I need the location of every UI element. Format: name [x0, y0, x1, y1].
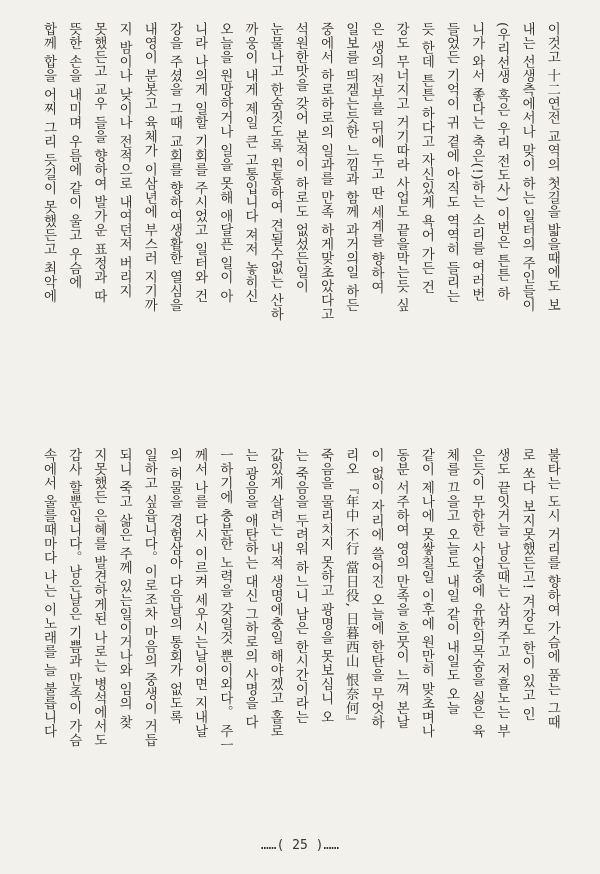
- text-column: 속에서 울를때마다 나는 이노래를 늘 불릅니다: [41, 448, 56, 739]
- text-column: 강을 주셨을 그때 교회를 향하여생활한 열심을: [166, 22, 182, 313]
- text-column: 은듯이 무한한 사업중에 유한의목숨을 싫은 육: [469, 448, 485, 739]
- text-column: 내영이 분봇고 육체가 이삼년에 부스러 지기까: [141, 22, 157, 313]
- text-column: 생도 끝잇거늘 남은때는 삼켜주고 저흘노는 부: [494, 448, 510, 739]
- text-column: 일보를 띄겔는듯한 느낌과 함께 과거의일 하든: [343, 22, 359, 313]
- text-column: 께서 나를 다시 이르켜 세우시는날이면 지내날: [192, 448, 208, 739]
- text-column: 못했든고 교우 들을 향하여 발가운 표정과 따: [91, 22, 107, 304]
- text-column: 동분 서주하여 영의 만족을 흐뭇이 느껴 본날: [393, 448, 409, 730]
- text-column: 니라 나의게 일할 기회를 주시었고 일터와 건: [192, 22, 208, 304]
- text-column: ㅡ하기에 충분한 노력을 갖일것 뿐이외다。 주ㅡ: [217, 448, 233, 753]
- text-column: 의 허물을 경험삼아 다음날의 통회가 없도록: [166, 448, 182, 725]
- text-column: 로 쏘다 보지못했든고! 겨강도 한이 있고 인: [519, 448, 535, 722]
- text-column: 내는 선생측에서나 맞이 하는 일터의 주인들이: [519, 22, 535, 313]
- text-column: (우리선생 혹은 우리 전도사) 이번은 튼튼 하: [494, 22, 510, 301]
- text-column: 중에서 하로하로의 일과를 만족 하게맞초았다고: [318, 22, 334, 322]
- text-column: 는 광음을 애탄하는 대신 그하로의 사명을 다: [242, 448, 258, 730]
- text-column: 죽음을 물리치지 못하고 광명을 못보심니 오: [318, 448, 334, 725]
- text-column: 이것고 十二연전 교역의 첫길을 밟을때에도 보: [544, 22, 560, 313]
- bottom-text-block: [38, 448, 562, 820]
- text-column: 일하고 싶읍니다。이로조차 마음의 중생이 거듭: [141, 448, 157, 748]
- text-column: 지 밤이나 낮이나 전적으로 내여던저 버리지: [116, 22, 132, 299]
- text-column: 은 생의 전부를 뒤에 두고 딴 세계를 향하여: [368, 22, 384, 294]
- text-column: 합께 합을 어찌 그리 듯길이 못했든고 최악에: [41, 22, 56, 304]
- text-column: 오늘을 원망하거나 일을 못해 애달픈 일이 아: [217, 22, 233, 304]
- text-column: 감사 할뿐입니다。남은날은 기쁨과 만족이 가슴: [66, 448, 82, 748]
- text-column: 리오 『年中 不行 當日役, 日暮西山 恨奈何』: [343, 448, 359, 730]
- text-column: 들었든 기억이 귀 곁에 아직도 역역히 들리는: [444, 22, 459, 304]
- text-column: 지못했든 은혜를 발견하게된 나로는 병석에서도: [91, 448, 107, 748]
- text-column: 석원한맛을 갖어 본적이 하로도 없섰든일이: [292, 22, 308, 294]
- text-column: 이 없이 자리에 쓸어진 오늘에 한탄을 무엇하: [368, 448, 384, 730]
- text-column: 뜻한 손을 내미며 우름에 같이 울고 우슴에: [66, 22, 82, 290]
- text-column: 강도 무너지고 거기따라 사업도 끝을막는듯 싶: [393, 22, 409, 313]
- text-column: 값있게 살려는 내적 생명에충일 해야겠고 홀로: [267, 448, 283, 739]
- text-column: 불타는 도시 거리를 향하여 가슴에 품는 그때: [544, 448, 560, 730]
- text-column: 같이 제나에 못쌓칠일 이후에 원만히 맞초며나: [418, 448, 434, 739]
- text-column: 는 죽음을 두려워 하느니 남은 한시간이라는: [292, 448, 308, 725]
- top-text-block: [38, 22, 562, 430]
- text-column: 까웅이 내게 제일 큰 고통입니다 져저 놓히신: [242, 22, 258, 304]
- text-column: 듯 한데 튼튼 하다고 자신있게 욕어 가든 건: [418, 22, 434, 294]
- text-column: 니가 와서 좋다는 축은(!)하는 소리를 여러번: [469, 22, 485, 302]
- text-column: 체를 끄을고 오늘도 내일 같이 내일도 오늘: [444, 448, 459, 716]
- page-number: ……( 25 )……: [260, 838, 340, 853]
- text-column: 되니 죽고 삶은 주께 있는일이거나와 임의 찾: [116, 448, 132, 730]
- text-column: 눈물나고 한숨짓도록 원통하여 견될수없는 산하: [267, 22, 283, 322]
